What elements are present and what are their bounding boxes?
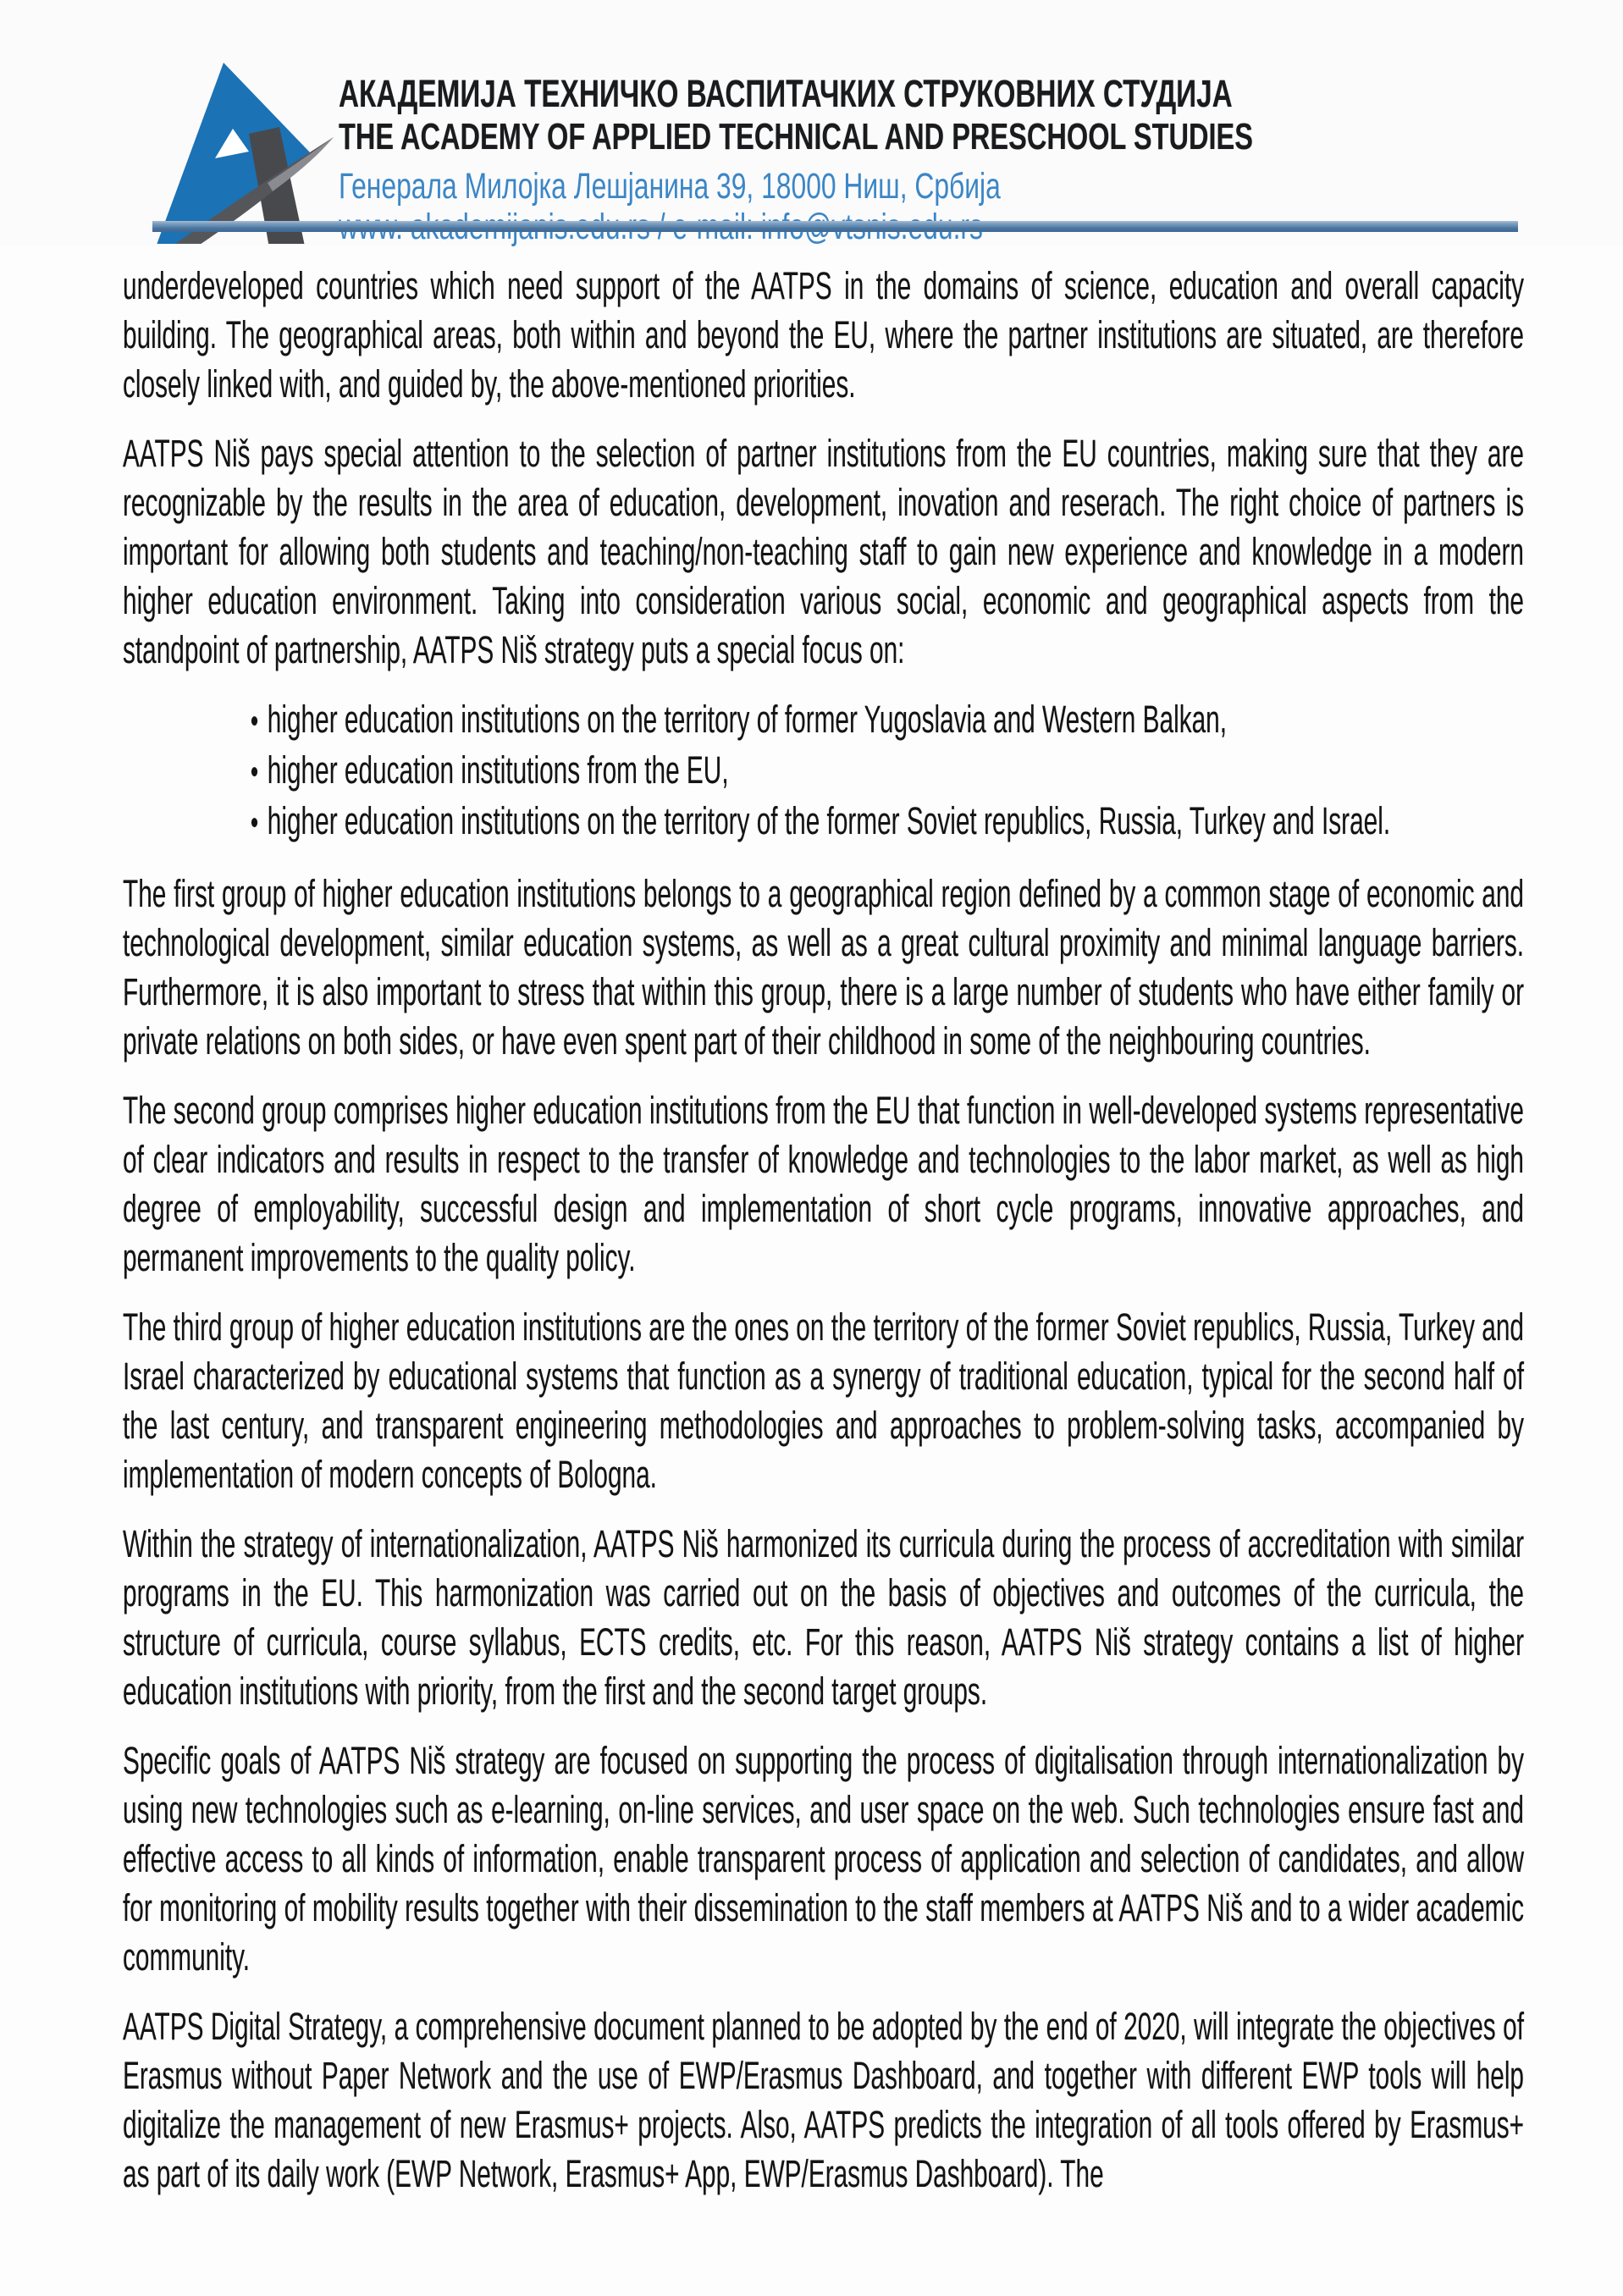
academy-logo	[149, 59, 337, 244]
bullet-item	[123, 695, 1524, 746]
paragraph-8: AATPS Digital Strategy, a comprehensive document planned to be adopted by the end of 2020, will integrate the objectives of Erasmus without Paper Network and the use of EWP/Erasmus Dashboard, and together with different EWP tools will help digitalize the management of new Erasmus+ projects. Also, AATPS predicts the integration of all tools offered by Erasmus+ as part of its daily work (EWP Network, Erasmus+ App, EWP/Erasmus Dashboard). The	[123, 2005, 1524, 2195]
bullet-dot-icon: •	[250, 753, 259, 791]
bullet-dot-icon: •	[250, 804, 259, 842]
header-title-cyrillic: АКАДЕМИЈА ТЕХНИЧКО ВАСПИТАЧКИХ СТРУКОВНИХ СТУДИЈА	[339, 72, 1233, 115]
header-divider-rule	[152, 221, 1518, 232]
bullet-text: higher education institutions on the territory of former Yugoslavia and Western Balkan,	[267, 698, 1228, 741]
paragraph-5: The third group of higher education institutions are the ones on the territory of the former Soviet republics, Russia, Turkey and Israel characterized by educational systems that function as a synergy of traditional education, typical for the second half of the last century, and transparent engineering methodologies and approaches to problem-solving tasks, accompanied by implementation of modern concepts of Bologna.	[123, 1305, 1524, 1496]
header-title-english: THE ACADEMY OF APPLIED TECHNICAL AND PRESCHOOL STUDIES	[339, 116, 1254, 157]
paragraph-1: underdeveloped countries which need support of the AATPS in the domains of science, education and overall capacity building. The geographical areas, both within and beyond the EU, where the partner institutions are situated, are therefore closely linked with, and guided by, the above-mentioned priorities.	[123, 264, 1524, 406]
bullet-dot-icon: •	[250, 703, 259, 740]
letterhead	[0, 0, 1623, 246]
bullet-list	[123, 695, 1524, 847]
academy-logo-icon	[149, 59, 337, 244]
bullet-item	[123, 797, 1524, 847]
bullet-item	[123, 746, 1524, 797]
bullet-text: higher education institutions on the territory of the former Soviet republics, Russia, Turkey and Israel.	[267, 799, 1391, 842]
paragraph-3: The first group of higher education institutions belongs to a geographical region defined by a common stage of economic and technological development, similar education systems, as well as a great cultural proximity and minimal language barriers. Furthermore, it is also important to stress that within this group, there is a large number of students who have either family or private relations on both sides, or have even spent part of their childhood in some of the neighbouring countries.	[123, 872, 1524, 1062]
paragraph-4: The second group comprises higher education institutions from the EU that function in well-developed systems representative of clear indicators and results in respect to the transfer of knowledge and technologies to the labor market, as well as high degree of employability, successful design and implementation of short cycle programs, innovative approaches, and permanent improvements to the quality policy.	[123, 1089, 1524, 1279]
paragraph-7: Specific goals of AATPS Niš strategy are focused on supporting the process of digitalisation through internationalization by using new technologies such as e-learning, on-line services, and user space on the web. Such technologies ensure fast and effective access to all kinds of information, enable transparent process of application and selection of candidates, and allow for monitoring of mobility results together with their dissemination to the staff members at AATPS Niš and to a wider academic community.	[123, 1739, 1524, 1979]
paragraph-2: AATPS Niš pays special attention to the selection of partner institutions from the EU countries, making sure that they are recognizable by the results in the area of education, development, inovation and reserach. The right choice of partners is important for allowing both students and teaching/non-teaching staff to gain new experience and knowledge in a modern higher education environment. Taking into consideration various social, economic and geographical aspects from the standpoint of partnership, AATPS Niš strategy puts a special focus on:	[123, 432, 1524, 671]
bullet-text: higher education institutions from the EU,	[267, 748, 729, 792]
paragraph-6: Within the strategy of internationalization, AATPS Niš harmonized its curricula during the process of accreditation with similar programs in the EU. This harmonization was carried out on the basis of objectives and outcomes of the curricula, the structure of curricula, course syllabus, ECTS credits, etc. For this reason, AATPS Niš strategy contains a list of higher education institutions with priority, from the first and the second target groups.	[123, 1522, 1524, 1713]
header-address: Генерала Милојка Лешјанина 39, 18000 Ниш, Србија	[339, 166, 1001, 207]
document-body	[123, 262, 1524, 2219]
